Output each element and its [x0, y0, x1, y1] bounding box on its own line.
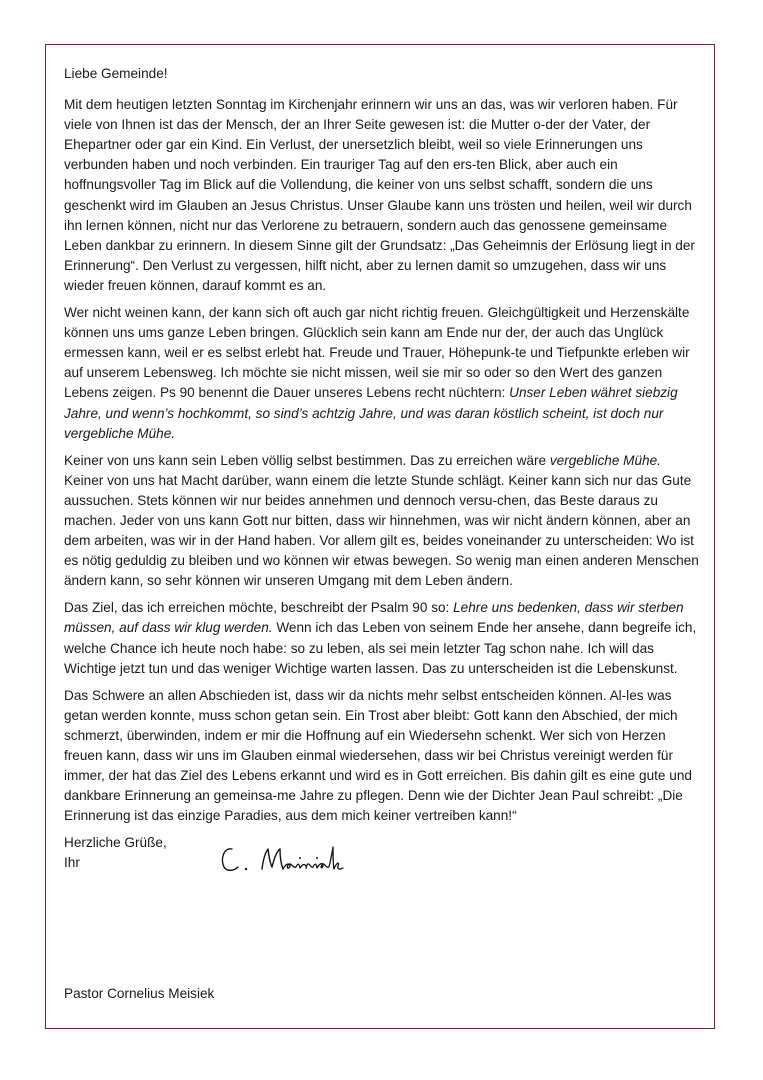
author-name: Pastor Cornelius Meisiek [64, 986, 215, 1001]
paragraph-5: Das Schwere an allen Abschieden ist, dass wir da nichts mehr selbst entscheiden können. Al-les was getan werden konnte, muss schon getan sein. Ein Trost aber bleibt: Gott kann den Abschied, der mich schmerzt, überwinden, indem er mir die Hoffnung auf ein Wiedersehn schenkt. Wer sich von Herzen freuen kann, dass wir uns im Glauben einmal wiedersehen, dass wir bei Christus vereinigt werden für immer, der hat das Ziel des Lebens erkannt und wird es in Gott erreichen. Bis dahin gilt es eine gute und dankbare Erinnerung an gemeinsa-me Jahre zu pflegen. Denn wie der Dichter Jean Paul schreibt: „Die Erinnerung ist das einzige Paradies, aus dem mich keiner vertreiben kann!“ [64, 687, 692, 824]
psalm-quote-1: Unser Leben währet siebzig Jahre, und wenn’s hochkommt, so sind’s achtzig Jahre, und was daran köstlich scheint, ist doch nur vergebliche Mühe. [64, 385, 678, 441]
paragraph-3 [64, 451, 700, 592]
paragraph-3-text-a: Keiner von uns kann sein Leben völlig selbst bestimmen. Das zu erreichen wäre [64, 452, 550, 468]
paragraph-3-text-b: Keiner von uns hat Macht darüber, wann einem die letzte Stunde schlägt. Keiner kann sich nur das Gute aussuchen. Stets können wir nur beides annehmen und dennoch versu-chen, das Beste daraus zu machen. Jeder von uns kann Gott nur bitten, dass wir hinnehmen, was wir nicht ändern können, aber an dem arbeiten, was wir in der Hand haben. Vor allem gilt es, beides voneinander zu unterscheiden: Wo ist es nötig geduldig zu bleiben und wo können wir etwas bewegen. So wenig man einen anderen Menschen ändern kann, so sehr können wir unseren Umgang mit dem Leben ändern. [64, 472, 699, 589]
paragraph-4-text-a: Das Ziel, das ich erreichen möchte, beschreibt der Psalm 90 so: [64, 600, 454, 616]
psalm-quote-3: Lehre uns bedenken, dass wir sterben müssen, auf dass wir klug werden. [64, 600, 684, 636]
psalm-quote-2: vergebliche Mühe. [549, 452, 661, 468]
closing-greeting: Herzliche Grüße, [64, 835, 167, 851]
closing [64, 833, 700, 873]
paragraph-2-text: Wer nicht weinen kann, der kann sich oft auch gar nicht richtig freuen. Gleichgültigkeit und Herzenskälte können uns ums ganze Leben bringen. Glücklich sein kann am Ende nur der, der auch das Unglück ermessen kann, weil er es selbst erlebt hat. Freude und Trauer, Höhepunk-te und Tiefpunkte erleben wir auf unserem Lebensweg. Ich möchte sie nicht missen, weil sie mir so oder so den Wert des ganzen Lebens zeigen. Ps 90 benennt die Dauer unseres Lebens recht nüchtern: [64, 305, 690, 401]
letter-body [64, 64, 700, 873]
paragraph-2 [64, 303, 700, 444]
paragraph-4-text-b: Wenn ich das Leben von seinem Ende her ansehe, dann begreife ich, welche Chance ich heute noch habe: so zu leben, als sei mein letzter Tag schon nahe. Ich will das Wichtige jetzt tun und das weniger Wichtige warten lassen. Das zu unterscheiden ist die Lebenskunst. [64, 620, 697, 676]
signature-row [64, 853, 700, 873]
paragraph-4 [64, 598, 700, 678]
paragraph-1: Mit dem heutigen letzten Sonntag im Kirchenjahr erinnern wir uns an das, was wir verloren haben. Für viele von Ihnen ist das der Mensch, der an Ihrer Seite gewesen ist: die Mutter o-der der Vater, der Ehepartner oder gar ein Kind. Ein Verlust, der unersetzlich bleibt, weil so viele Erinnerungen uns verbunden haben und noch verbinden. Ein trauriger Tag auf den ers-ten Blick, aber auch ein hoffnungsvoller Tag im Blick auf die Vollendung, die keiner von uns selbst schafft, sondern die uns geschenkt wird im Glauben an Jesus Christus. Unser Glaube kann uns trösten und heilen, weil wir durch ihn lernen können, nicht nur das Verlorene zu betrauern, sondern auch das genossene gemeinsame Leben dankbar zu erinnern. In diesem Sinne gilt der Grundsatz: „Das Geheimnis der Erlösung liegt in der Erinnerung“. Den Verlust zu vergessen, hilft nicht, aber zu lernen damit so umzugehen, dass wir uns wieder freuen können, darauf kommt es an. [64, 97, 695, 293]
closing-ihr: Ihr [64, 855, 80, 871]
greeting: Liebe Gemeinde! [64, 66, 168, 81]
handwritten-signature [216, 839, 356, 879]
